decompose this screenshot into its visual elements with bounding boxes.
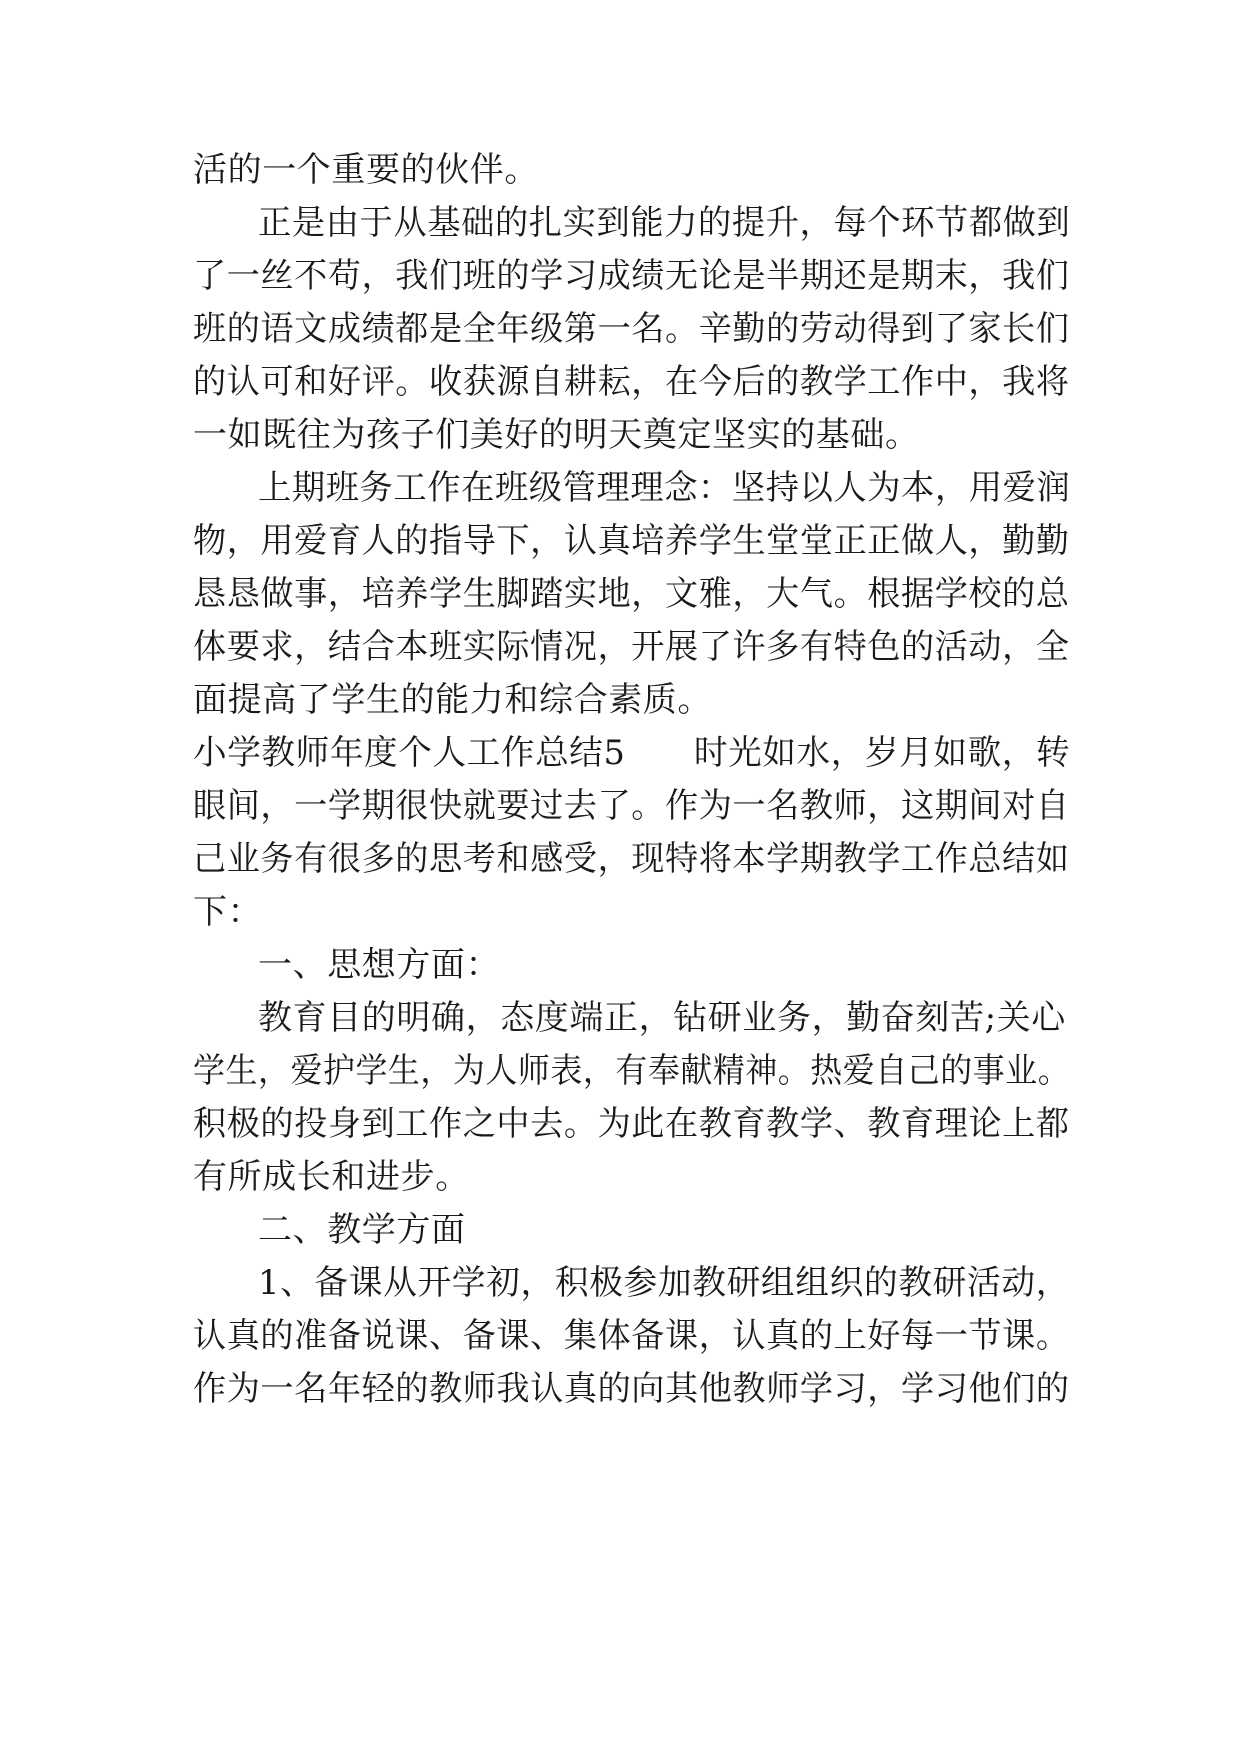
text-line: 己业务有很多的思考和感受，现特将本学期教学工作总结如 xyxy=(193,839,1070,879)
text-line: 一如既往为孩子们美好的明天奠定坚实的基础。 xyxy=(193,415,920,455)
text-line: 学生，爱护学生，为人师表，有奉献精神。热爱自己的事业。 xyxy=(193,1051,1071,1091)
text-line: 一、思想方面： xyxy=(258,945,501,985)
text-line: 眼间，一学期很快就要过去了。作为一名教师，这期间对自 xyxy=(193,786,1070,826)
text-line: 的认可和好评。收获源自耕耘，在今后的教学工作中，我将 xyxy=(193,362,1070,402)
text-line: 物，用爱育人的指导下，认真培养学生堂堂正正做人，勤勤 xyxy=(193,521,1070,561)
text-line: 小学教师年度个人工作总结5 时光如水，岁月如歌，转 xyxy=(193,733,1071,773)
text-line: 活的一个重要的伙伴。 xyxy=(193,150,539,190)
text-line: 恳恳做事，培养学生脚踏实地，文雅，大气。根据学校的总 xyxy=(193,574,1070,614)
text-line: 作为一名年轻的教师我认真的向其他教师学习，学习他们的 xyxy=(193,1369,1070,1409)
text-line: 面提高了学生的能力和综合素质。 xyxy=(193,680,712,720)
text-line: 认真的准备说课、备课、集体备课，认真的上好每一节课。 xyxy=(193,1316,1070,1356)
text-line: 班的语文成绩都是全年级第一名。辛勤的劳动得到了家长们 xyxy=(193,309,1070,349)
text-line: 体要求，结合本班实际情况，开展了许多有特色的活动，全 xyxy=(193,627,1070,667)
text-line: 下： xyxy=(193,892,263,932)
text-line: 1、备课从开学初，积极参加教研组组织的教研活动， xyxy=(258,1263,1071,1303)
text-line: 积极的投身到工作之中去。为此在教育教学、教育理论上都 xyxy=(193,1104,1070,1144)
text-line: 了一丝不苟，我们班的学习成绩无论是半期还是期末，我们 xyxy=(193,256,1070,296)
text-line: 有所成长和进步。 xyxy=(193,1157,470,1197)
text-line: 正是由于从基础的扎实到能力的提升，每个环节都做到 xyxy=(258,203,1071,243)
text-line: 二、教学方面 xyxy=(258,1210,466,1250)
text-line: 上期班务工作在班级管理理念：坚持以人为本，用爱润 xyxy=(258,468,1071,508)
text-line: 教育目的明确，态度端正，钻研业务，勤奋刻苦;关心 xyxy=(258,998,1066,1038)
